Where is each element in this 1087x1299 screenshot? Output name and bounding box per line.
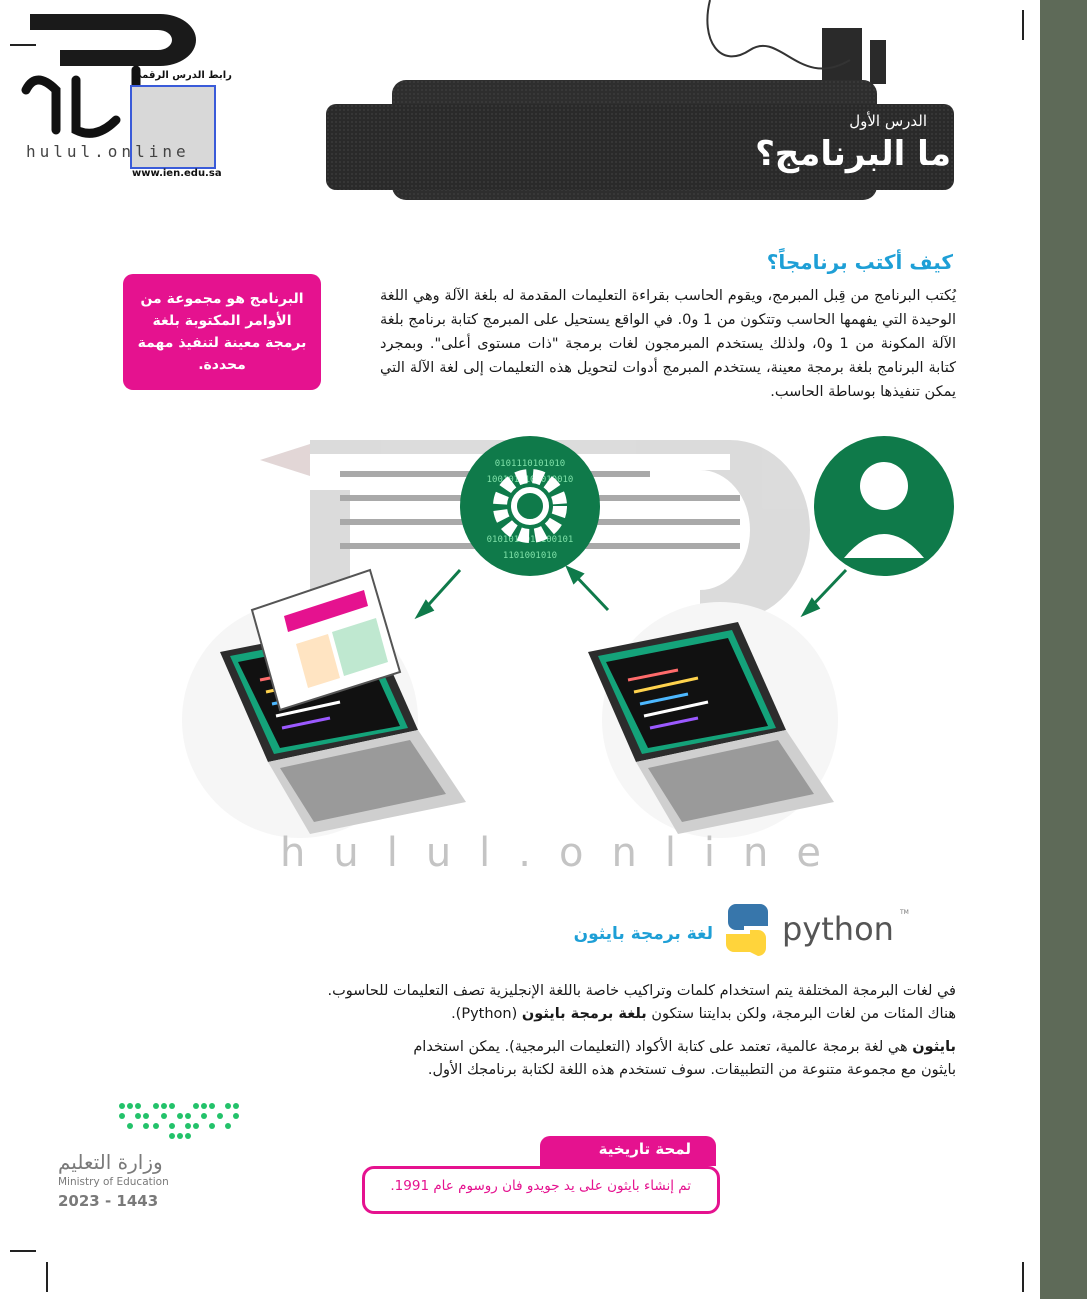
hulul-brand-text: hulul.online <box>26 142 190 161</box>
history-note-title: لمحة تاريخية <box>598 1140 691 1158</box>
crop-mark <box>1022 1262 1024 1292</box>
svg-text:1101001010: 1101001010 <box>502 551 558 561</box>
ministry-year: 2023 - 1443 <box>58 1192 159 1210</box>
python-intro-paragraph <box>236 980 956 1026</box>
svg-text:0101010010100101: 0101010010100101 <box>486 535 574 545</box>
section-paragraph: يُكتب البرنامج من قِبل المبرمج، ويقوم الحاسب بقراءة التعليمات المقدمة له بلغة الآلة وهي اللغة الوحيدة التي يفهمها الحاسب وتتكون من 1 و0. في الواقع يستحيل على المبرمج كتابة برنامج بلغة الآلة المكونة من 1 و0، ولذلك يستخدم المبرمجون لغات برمجة "ذات مستوى أعلى". وبمجرد كتابة البرنامج بلغة برمجة معينة، يستخدم المبرمج أدوات لتحويل هذه التعليمات إلى لغة الآلة التي يمكن تنفيذها بوساطة الحاسب. <box>380 288 956 400</box>
python-logo-icon <box>724 900 914 956</box>
section-heading: كيف أكتب برنامجاً؟ <box>766 250 953 274</box>
page-side-band <box>1040 0 1087 1299</box>
svg-text:python: python <box>782 910 894 948</box>
crop-mark <box>1022 10 1024 40</box>
history-note-text: تم إنشاء بايثون على يد جويدو فان روسوم عام 1991. <box>390 1178 691 1194</box>
lesson-label: الدرس الأول <box>849 112 927 130</box>
lesson-title: ما البرنامج؟ <box>755 134 951 174</box>
ministry-logo-icon <box>116 1100 240 1144</box>
binary-gear-icon <box>460 436 600 576</box>
programming-illustration <box>180 430 960 880</box>
python-heading: لغة برمجة بايثون <box>573 924 713 944</box>
pencil-icon <box>260 444 310 476</box>
qr-caption: رابط الدرس الرقمي <box>132 70 232 81</box>
ministry-name-ar: وزارة التعليم <box>58 1150 163 1174</box>
svg-text:TM: TM <box>900 909 909 916</box>
crop-mark <box>10 1250 36 1252</box>
programmer-avatar-icon <box>814 436 954 576</box>
python-intro-line2: هناك المئات من لغات البرمجة، ولكن بدايتنا ستكون بلغة برمجة بايثون (Python). <box>451 1006 956 1022</box>
python-intro-line1: في لغات البرمجة المختلفة يتم استخدام كلمات وتراكيب خاصة باللغة الإنجليزية تصف التعليمات للحاسوب. <box>327 983 956 999</box>
ministry-name-en: Ministry of Education <box>58 1176 169 1188</box>
crop-mark <box>46 1262 48 1292</box>
svg-text:1001011101010010: 1001011101010010 <box>486 475 574 485</box>
python-description-paragraph: بايثون هي لغة برمجة عالمية، تعتمد على كتابة الأكواد (التعليمات البرمجية). يمكن استخدام بايثون مع مجموعة متنوعة من التطبيقات. سوف تستخدم هذه اللغة لكتابة برنامجك الأول. <box>413 1039 956 1078</box>
ien-url-link[interactable]: www.ien.edu.sa <box>132 168 222 179</box>
watermark-text: hulul.online <box>280 830 850 876</box>
svg-text:0101110101010: 0101110101010 <box>494 459 566 469</box>
definition-text: البرنامج هو مجموعة من الأوامر المكتوبة بلغة برمجة معينة لتنفيذ مهمة محددة. <box>137 291 307 373</box>
